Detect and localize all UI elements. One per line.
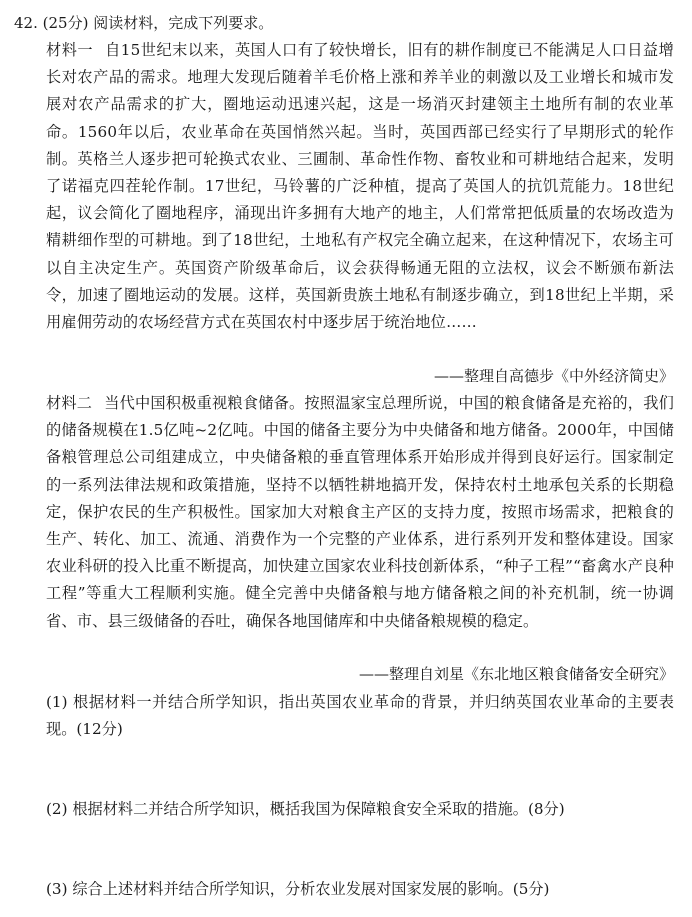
material-one-paragraph [46, 37, 674, 336]
question-instruction: (25分) 阅读材料，完成下列要求。 [42, 14, 274, 32]
material-one-source: ——整理自高德步《中外经济简史》 [433, 367, 674, 385]
material-one-label: 材料一 [46, 41, 94, 59]
question-number: 42. [14, 14, 38, 32]
material-two-text: 当代中国积极重视粮食储备。按照温家宝总理所说，中国的粮食储备是充裕的，我们的储备规模在1.5亿吨~2亿吨。中国的储备主要分为中央储备和地方储备。2000年，中国储备粮管理总公司组建成立，中央储备粮的垂直管理体系开始形成并得到良好运行。国家制定的一系列法律法规和政策措施，坚持不以牺牲耕地搞开发，保持农村土地承包关系的长期稳定，保护农民的生产积极性。国家加大对粮食主产区的支持力度，按照市场需求，把粮食的生产、转化、加工、流通、消费作为一个完整的产业体系，进行系列开发和整体建设。国家农业科研的投入比重不断提高，加快建立国家农业科技创新体系，“种子工程”“畜禽水产良种工程”等重大工程顺利实施。健全完善中央储备粮与地方储备粮之间的补充机制，统一协调省、市、县三级储备的吞吐，确保各地国储库和中央储备粮规模的稳定。 [46, 394, 674, 630]
sub-question-3: (3) 综合上述材料并结合所学知识，分析农业发展对国家发展的影响。(5分) [46, 880, 550, 898]
question-header [14, 10, 273, 37]
material-one-text: 自15世纪末以来，英国人口有了较快增长，旧有的耕作制度已不能满足人口日益增长对农产品的需求。地理大发现后随着羊毛价格上涨和养羊业的刺激以及工业增长和城市发展对农产品需求的扩大，圈地运动迅速兴起，这是一场消灭封建领主土地所有制的农业革命。1560年以后，农业革命在英国悄然兴起。当时，英国西部已经实行了早期形式的轮作制。英格兰人逐步把可轮换式农业、三圃制、革命性作物、畜牧业和可耕地结合起来，发明了诺福克四茬轮作制。17世纪，马铃薯的广泛种植，提高了英国人的抗饥荒能力。18世纪起，议会简化了圈地程序，涌现出许多拥有大地产的地主，人们常常把低质量的农场改造为精耕细作型的可耕地。到了18世纪，土地私有产权完全确立起来，在这种情况下，农场主可以自主决定生产。英国资产阶级革命后，议会获得畅通无阻的立法权，议会不断颁布新法令，加速了圈地运动的发展。这样，英国新贵族土地私有制逐步确立，到18世纪上半期，采用雇佣劳动的农场经营方式在英国农村中逐步居于统治地位…… [46, 41, 674, 332]
material-two-label: 材料二 [46, 394, 93, 412]
sub-question-1: (1) 根据材料一并结合所学知识，指出英国农业革命的背景，并归纳英国农业革命的主要表现。(12分) [46, 693, 674, 739]
sub-question-2: (2) 根据材料二并结合所学知识，概括我国为保障粮食安全采取的措施。(8分) [46, 800, 565, 818]
material-two-source: ——整理自刘星《东北地区粮食储备安全研究》 [358, 665, 674, 683]
material-two-paragraph [46, 390, 674, 635]
